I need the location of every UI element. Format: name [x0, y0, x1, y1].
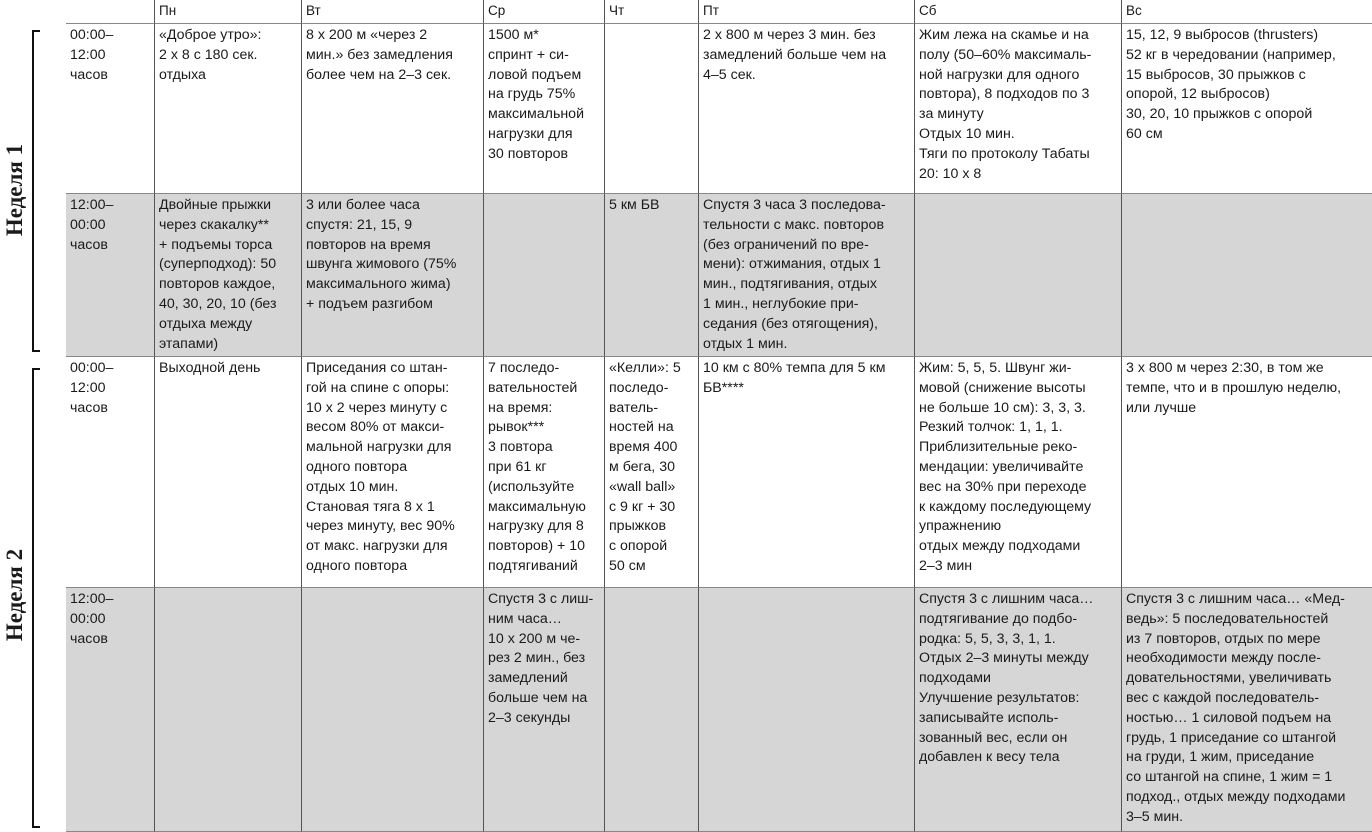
table-cell: Спустя 3 с лиш- ним часа… 10 х 200 м че- рез 2 мин., без замедлений больше чем на 2–3 секунды	[484, 588, 605, 832]
table-cell: Жим: 5, 5, 5. Швунг жи- мовой (снижение высоты не больше 10 см): 3, 3, 3. Резкий толчок: 1, 1, 1. Приблизительные реко- мендации: увеличивайте вес на 30% при переходе к каждому последующему упражнению отдых между подходами 2–3 мин	[915, 357, 1122, 588]
table-cell	[1122, 194, 1372, 357]
table-cell: 2 х 800 м через 3 мин. без замедлений больше чем на 4–5 сек.	[699, 24, 915, 194]
table-cell: Двойные прыжки через скакалку** + подъемы торса (суперподход): 50 повторов каждое, 40, 30, 20, 10 (без отдыха между этапами)	[155, 194, 302, 357]
table-cell	[484, 194, 605, 357]
schedule-table	[66, 0, 1372, 832]
time-cell: 12:00– 00:00 часов	[66, 194, 155, 357]
table-cell: 1500 м* спринт + си- ловой подъем на грудь 75% максимальной нагрузки для 30 повторов	[484, 24, 605, 194]
table-cell: Выходной день	[155, 357, 302, 588]
header-time-blank	[66, 0, 155, 24]
table-cell: 7 последо- вательностей на время: рывок*** 3 повтора при 61 кг (используйте максимальную нагрузку для 8 повторов) + 10 подтягиваний	[484, 357, 605, 588]
week-2-label: Неделя 2	[2, 548, 27, 642]
table-cell	[155, 588, 302, 832]
header-day-thu: Чт	[605, 0, 699, 24]
table-cell: 10 км с 80% темпа для 5 км БВ****	[699, 357, 915, 588]
table-cell: «Доброе утро»: 2 х 8 с 180 сек. отдыха	[155, 24, 302, 194]
table-cell: 3 или более часа спустя: 21, 15, 9 повторов на время швунга жимового (75% максимального жима) + подъем разгибом	[302, 194, 484, 357]
table-cell: Приседания со штан- гой на спине с опоры: 10 х 2 через минуту с весом 80% от макси- мальной нагрузки для одного повтора отдых 10 мин. Становая тяга 8 х 1 через минуту, вес 90% от макс. нагрузки для одного повтора	[302, 357, 484, 588]
table-cell: 8 х 200 м «через 2 мин.» без замедления более чем на 2–3 сек.	[302, 24, 484, 194]
table-cell	[915, 194, 1122, 357]
week-1-bracket	[32, 30, 42, 352]
table-cell: 5 км БВ	[605, 194, 699, 357]
table-cell	[302, 588, 484, 832]
table-cell: 3 х 800 м через 2:30, в том же темпе, что и в прошлую неделю, или лучше	[1122, 357, 1372, 588]
time-cell: 00:00– 12:00 часов	[66, 24, 155, 194]
table-cell: Спустя 3 с лишним часа… «Мед- ведь»: 5 последовательностей из 7 повторов, отдых по мере необходимости между после- довательностями, увеличивать вес с каждой последователь- ностью… 1 силовой подъем на грудь, 1 приседание со штангой на груди, 1 жим, приседание со штангой на спине, 1 жим = 1 подход., отдых между подходами 3–5 мин.	[1122, 588, 1372, 832]
header-day-fri: Пт	[699, 0, 915, 24]
table-cell: Спустя 3 с лишним часа… подтягивание до подбо- родка: 5, 5, 3, 3, 1, 1. Отдых 2–3 минуты между подходами Улучшение результатов: записывайте исполь- зованный вес, если он добавлен к весу тела	[915, 588, 1122, 832]
time-cell: 00:00– 12:00 часов	[66, 357, 155, 588]
week-1-label: Неделя 1	[2, 143, 27, 237]
table-cell	[605, 24, 699, 194]
table-cell	[699, 588, 915, 832]
header-day-tue: Вт	[302, 0, 484, 24]
time-cell: 12:00– 00:00 часов	[66, 588, 155, 832]
header-day-mon: Пн	[155, 0, 302, 24]
header-day-sun: Вс	[1122, 0, 1372, 24]
week-2-bracket	[32, 368, 42, 828]
table-cell: «Келли»: 5 последо- ватель- ностей на время 400 м бега, 30 «wall ball» с 9 кг + 30 прыжков с опорой 50 см	[605, 357, 699, 588]
header-day-wed: Ср	[484, 0, 605, 24]
table-cell: Жим лежа на скамье и на полу (50–60% максималь- ной нагрузки для одного повтора), 8 подходов по 3 за минуту Отдых 10 мин. Тяги по протоколу Табаты 20: 10 х 8	[915, 24, 1122, 194]
table-cell: 15, 12, 9 выбросов (thrusters) 52 кг в чередовании (например, 15 выбросов, 30 прыжков с опорой, 12 выбросов) 30, 20, 10 прыжков с опорой 60 см	[1122, 24, 1372, 194]
table-cell	[605, 588, 699, 832]
table-cell: Спустя 3 часа 3 последова- тельности с макс. повторов (без ограничений по вре- мени): отжимания, отдых 1 мин., подтягивания, отдых 1 мин., неглубокие при- седания (без отягощения), отдых 1 мин.	[699, 194, 915, 357]
header-day-sat: Сб	[915, 0, 1122, 24]
